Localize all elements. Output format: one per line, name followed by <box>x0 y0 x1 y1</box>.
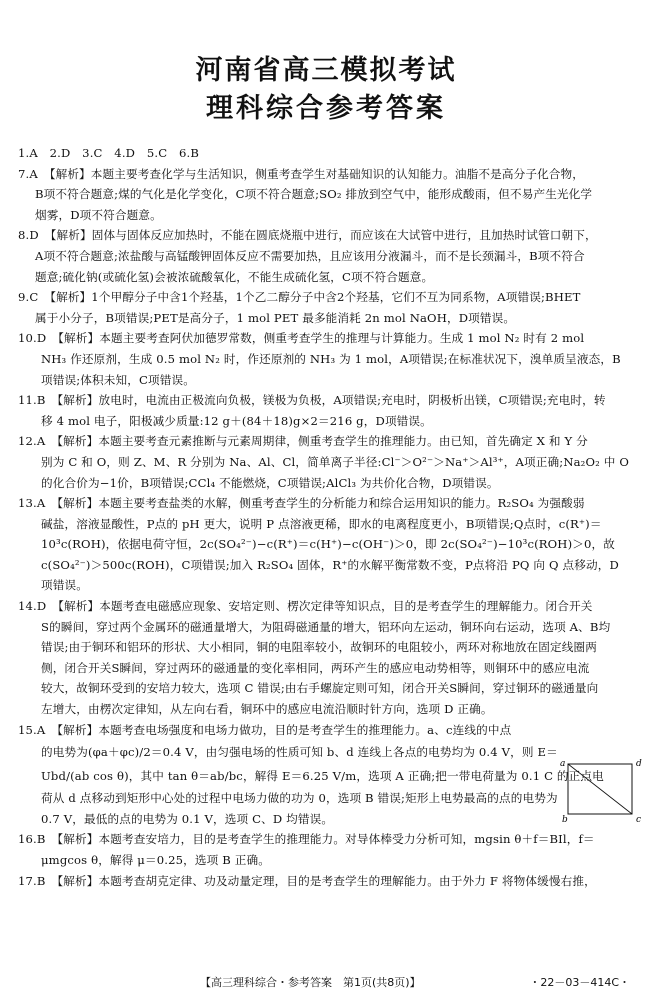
answer-14-line-6: 左增大，由楞次定律知，从左向右看，铜环中的感应电流沿顺时针方向，选项 D 正确。 <box>41 702 493 717</box>
label-c: c <box>636 815 642 825</box>
answer-14-line-2: S的瞬间，穿过两个金属环的磁通量增大，为阻碍磁通量的增大，铝环向左运动，铜环向右运动，选项 A、B均 <box>41 619 611 634</box>
answer-7-line-1: 7.A 【解析】本题主要考查化学与生活知识，侧重考查学生对基础知识的认知能力。油脂不是高分子化合物， <box>18 166 585 181</box>
answer-12-line-3: 的化合价为−1价，B项错误;CCl₄ 不能燃烧，C项错误;AlCl₃ 为共价化合物，D项错误。 <box>41 475 499 490</box>
footer-code: ・22－03－414C・ <box>529 976 630 989</box>
answer-13-line-4: c(SO₄²⁻)＞500c(ROH)，C项错误;加入 R₂SO₄ 固体，R⁺的水解平衡常数不变，P点将沿 PQ 向 Q 点移动，D <box>41 557 619 572</box>
page-footer <box>0 974 652 994</box>
answer-15-line-3: Ubd/(ab cos θ)，其中 tan θ＝ab/bc，解得 E＝6.25 V/m，选项 A 正确;把一带电荷量为 0.1 C 的正点电 <box>41 769 604 784</box>
answers-1-6: 1.A 2.D 3.C 4.D 5.C 6.B <box>18 146 200 160</box>
answer-7-line-2: B项不符合题意;煤的气化是化学变化，C项不符合题意;SO₂ 排放到空气中，能形成酸雨，但不易产生光化学 <box>35 187 593 202</box>
answer-14-line-4: 侧，闭合开关S瞬间，穿过两环的磁通量的变化率相同，两环产生的感应电动势相等，则铜环中的感应电流 <box>41 660 590 675</box>
answer-13-line-3: 10³c(ROH)，依据电荷守恒，2c(SO₄²⁻)−c(R⁺)＝c(H⁺)−c(OH⁻)＞0，即 2c(SO₄²⁻)−10³c(ROH)＞0，故 <box>41 537 615 552</box>
label-a: a <box>560 759 566 769</box>
answer-10-line-3: 项错误;体积未知，C项错误。 <box>41 372 196 387</box>
answer-8-line-2: A项不符合题意;浓盐酸与高锰酸钾固体反应不需要加热，且应该用分液漏斗，而不是长颈漏斗，B项不符合 <box>35 248 585 263</box>
answer-11-line-1: 11.B 【解析】放电时，电流由正极流向负极，镁极为负极，A项错误;充电时，阴极析出镁，C项错误;充电时，转 <box>18 393 606 408</box>
answer-8-line-3: 题意;硫化钠(或硫化氢)会被浓硫酸氧化，不能生成硫化氢，C项不符合题意。 <box>35 269 434 284</box>
answer-17-line-1: 17.B 【解析】本题考查胡克定律、功及动量定理，目的是考查学生的理解能力。由于外力 F 将物体缓慢右推， <box>18 873 596 888</box>
answer-9-line-2: 属于小分子，B项错误;PET是高分子，1 mol PET 最多能消耗 2n mol NaOH，D项错误。 <box>35 310 516 325</box>
footer-page-info: 【高三理科综合・参考答案 第1页(共8页)】 <box>200 976 421 989</box>
answer-15-line-1: 15.A 【解析】本题考查电场强度和电场力做功，目的是考查学生的推理能力。a、c连线的中点 <box>18 722 512 737</box>
answer-12-line-2: 别为 C 和 O，则 Z、M、R 分别为 Na、Al、Cl，简单离子半径:Cl⁻＞O²⁻＞Na⁺＞Al³⁺，A项正确;Na₂O₂ 中 O <box>41 454 630 469</box>
diagonal-line <box>568 764 632 814</box>
page-subtitle: 理科综合参考答案 <box>206 93 446 124</box>
answer-10-line-1: 10.D 【解析】本题主要考查阿伏加德罗常数，侧重考查学生的推理与计算能力。生成 1 mol N₂ 时有 2 mol <box>18 331 585 346</box>
answer-14-line-5: 较大，故铜环受到的安培力较大，选项 C 错误;由右手螺旋定则可知，闭合开关S瞬间，穿过铜环的磁通量向 <box>41 681 599 696</box>
answer-15-line-4: 荷从 d 点移动到矩形中心处的过程中电场力做的功为 0，选项 B 错误;矩形上电势最高的点的电势为 <box>41 791 558 806</box>
page-title: 河南省高三模拟考试 <box>195 55 457 86</box>
answer-13-line-5: 项错误。 <box>41 578 88 593</box>
answer-15-line-5: 0.7 V，最低的点的电势为 0.1 V，选项 C、D 均错误。 <box>41 811 334 826</box>
label-b: b <box>562 815 568 825</box>
answer-14-line-3: 错误;由于铜环和铝环的形状、大小相同，铜的电阻率较小，故铜环的电阻较小，两环对称地放在固定线圈两 <box>41 640 598 655</box>
answer-11-line-2: 移 4 mol 电子，阳极减少质量:12 g＋(84＋18)g×2＝216 g，D项错误。 <box>41 413 432 428</box>
answer-9-line-1: 9.C 【解析】1个甲醇分子中含1个羟基，1个乙二醇分子中含2个羟基，它们不互为同系物，A项错误;BHET <box>18 290 581 305</box>
answer-13-line-1: 13.A 【解析】本题主要考查盐类的水解，侧重考查学生的分析能力和综合运用知识的能力。R₂SO₄ 为强酸弱 <box>18 496 585 511</box>
answer-7-line-3: 烟雾，D项不符合题意。 <box>35 207 162 222</box>
answer-10-line-2: NH₃ 作还原剂，生成 0.5 mol N₂ 时，作还原剂的 NH₃ 为 1 mol，A项错误;在标准状况下，溴单质呈液态，B <box>41 351 621 366</box>
answer-16-line-1: 16.B 【解析】本题考查安培力，目的是考查学生的推理能力。对导体棒受力分析可知，mgsin θ＋f＝BIl，f＝ <box>18 832 595 847</box>
answer-13-line-2: 碱盐，溶液显酸性，P点的 pH 更大，说明 P 点溶液更稀，即水的电离程度更小，B项错误;Q点时，c(R⁺)＝ <box>41 516 602 531</box>
answer-8-line-1: 8.D 【解析】固体与固体反应加热时，不能在圆底烧瓶中进行，而应该在大试管中进行，且加热时试管口朝下， <box>18 228 597 243</box>
answer-16-line-2: μmgcos θ，解得 μ＝0.25，选项 B 正确。 <box>41 853 270 867</box>
answer-body <box>18 143 638 891</box>
answer-12-line-1: 12.A 【解析】本题主要考查元素推断与元素周期律，侧重考查学生的推理能力。由已知，首先确定 X 和 Y 分 <box>18 434 588 449</box>
rectangle-abcd-diagram <box>558 756 648 826</box>
answer-14-line-1: 14.D 【解析】本题考查电磁感应现象、安培定则、楞次定律等知识点，目的是考查学生的理解能力。闭合开关 <box>18 599 593 614</box>
label-d: d <box>636 759 642 769</box>
answer-15-line-2: 的电势为(φa＋φc)/2＝0.4 V，由匀强电场的性质可知 b、d 连线上各点的电势均为 0.4 V，则 E＝ <box>41 745 558 760</box>
